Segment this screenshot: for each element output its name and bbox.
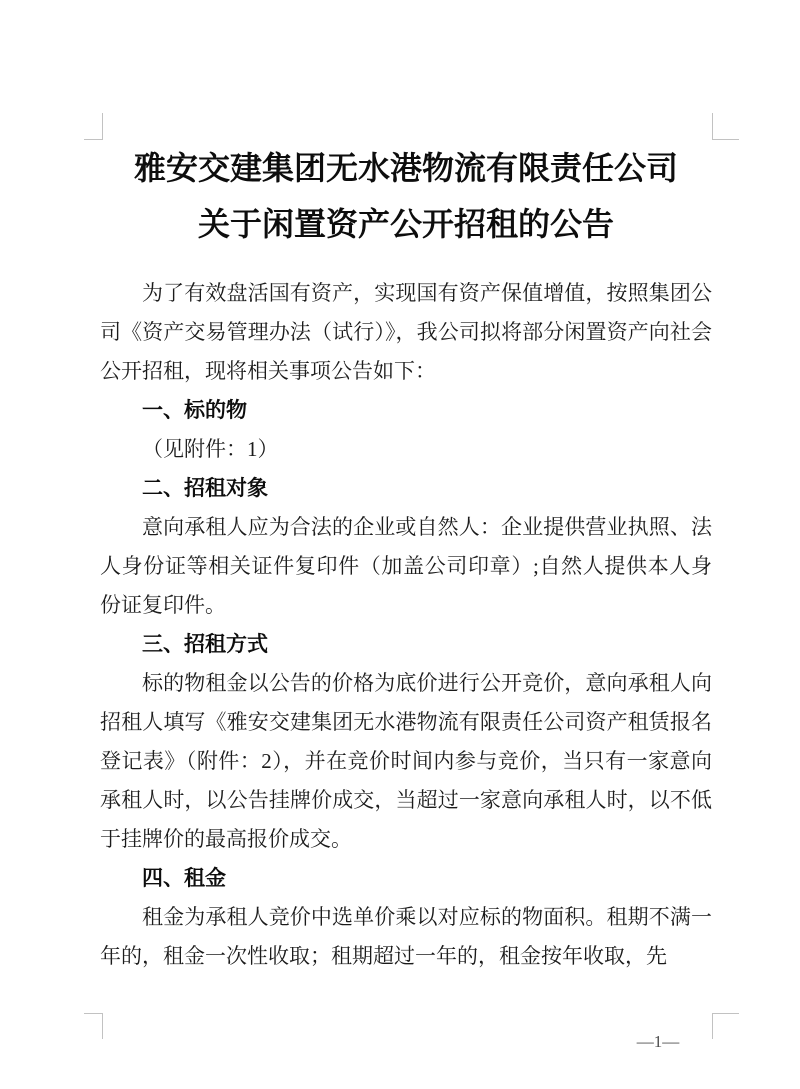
title-line-2: 关于闲置资产公开招租的公告 — [197, 206, 614, 242]
document-title — [100, 140, 712, 252]
section-heading-3: 三、招租方式 — [142, 633, 268, 656]
section-heading-4: 四、租金 — [142, 867, 226, 890]
intro-paragraph: 为了有效盘活国有资产，实现国有资产保值增值，按照集团公司《资产交易管理办法（试行）》，我公司拟将部分闲置资产向社会公开招租，现将相关事项公告如下： — [100, 281, 712, 383]
section-body-1: （见附件：1） — [142, 437, 279, 461]
section-heading-1: 一、标的物 — [142, 399, 247, 422]
section-heading-2: 二、招租对象 — [142, 477, 268, 500]
section-body-3: 标的物租金以公告的价格为底价进行公开竞价，意向承租人向招租人填写《雅安交建集团无水港物流有限责任公司资产租赁报名登记表》（附件：2），并在竞价时间内参与竞价，当只有一家意向承租人时，以公告挂牌价成交，当超过一家意向承租人时，以不低于挂牌价的最高报价成交。 — [100, 671, 712, 851]
page-content — [100, 140, 712, 976]
page-number: —1— — [636, 1032, 680, 1051]
crop-mark-bottom-left-icon — [84, 1013, 103, 1039]
title-line-1: 雅安交建集团无水港物流有限责任公司 — [133, 150, 678, 186]
section-body-2: 意向承租人应为合法的企业或自然人：企业提供营业执照、法人身份证等相关证件复印件（加盖公司印章）;自然人提供本人身份证复印件。 — [100, 515, 712, 617]
section-body-4: 租金为承租人竞价中选单价乘以对应标的物面积。租期不满一年的，租金一次性收取；租期超过一年的，租金按年收取，先 — [100, 905, 712, 968]
crop-mark-top-left-icon — [84, 113, 103, 140]
crop-mark-top-right-icon — [712, 113, 739, 140]
document-body — [100, 274, 712, 976]
